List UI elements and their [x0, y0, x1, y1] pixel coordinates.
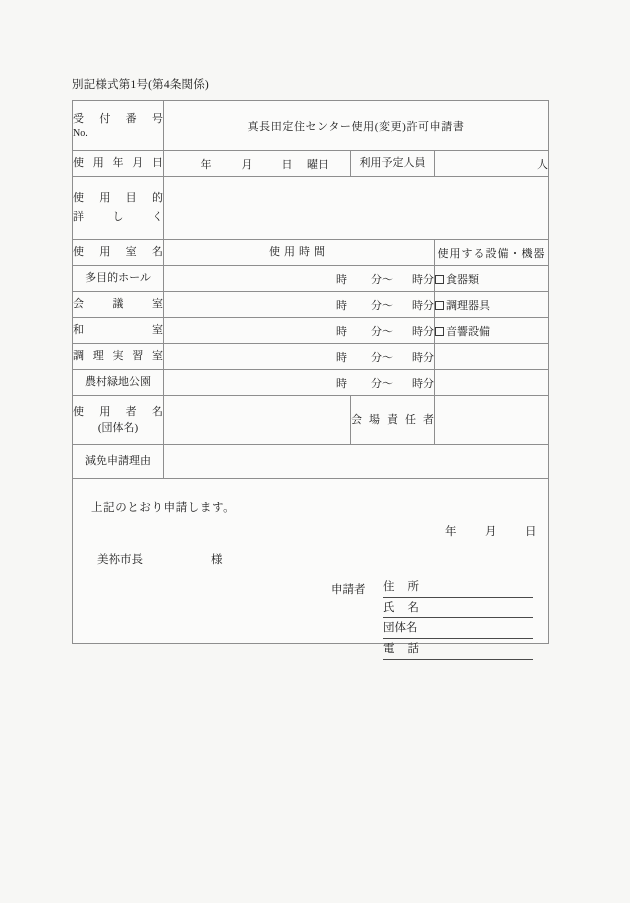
- time-hour1-token-4: 時: [336, 377, 347, 390]
- user-name-value-cell[interactable]: [164, 396, 351, 445]
- checkbox-icon-2[interactable]: [435, 327, 444, 336]
- expected-people-label: 利用予定人員: [359, 157, 426, 170]
- user-name-label-line2: (団体名): [97, 422, 139, 434]
- purpose-label-line1: 使用目的: [73, 191, 163, 204]
- time-min2-token-2: 分: [423, 325, 434, 338]
- expected-people-value-cell[interactable]: [435, 151, 549, 177]
- table-row-purpose: [73, 177, 549, 240]
- applicant-name-row[interactable]: [383, 600, 533, 619]
- time-min1-token-4: 分〜: [371, 377, 393, 390]
- statement-mayor-line: [97, 551, 223, 567]
- room-name-header: 使用室名: [73, 246, 163, 259]
- equipment-header-cell: [435, 240, 549, 266]
- purpose-label-cell: [73, 177, 164, 240]
- equipment-label-0: 食器類: [446, 273, 479, 286]
- venue-manager-value-cell[interactable]: [435, 396, 549, 445]
- application-form-table: [72, 100, 549, 656]
- statement-date-day: 日: [525, 526, 538, 538]
- room-time-cell-1[interactable]: [164, 292, 435, 318]
- statement-date-line[interactable]: [445, 523, 537, 539]
- expected-people-unit: 人: [537, 158, 549, 171]
- room-label-cell-0: [73, 266, 164, 292]
- time-hour1-token-2: 時: [336, 325, 347, 338]
- table-row-usage-header: [73, 240, 549, 266]
- table-row-reduction: [73, 445, 549, 479]
- mayor-label: 美祢市長: [97, 554, 143, 566]
- time-min1-token-2: 分〜: [371, 325, 393, 338]
- time-hour1-token-3: 時: [336, 351, 347, 364]
- table-row-room-3: [73, 344, 549, 370]
- time-min1-token-1: 分〜: [371, 299, 393, 312]
- time-hour2-token-0: 時: [412, 273, 423, 286]
- venue-manager-label: 会場責任者: [351, 413, 434, 426]
- checkbox-icon-0[interactable]: [435, 275, 444, 284]
- time-hour2-token-4: 時: [412, 377, 423, 390]
- purpose-value-cell[interactable]: [164, 177, 549, 240]
- reduction-label-cell: [73, 445, 164, 479]
- room-label-cell-1: [73, 292, 164, 318]
- room-label-0: 多目的ホール: [85, 272, 151, 285]
- time-min2-token-4: 分: [423, 377, 434, 390]
- applicant-label: 申請者: [331, 584, 366, 596]
- room-label-4: 農村緑地公園: [85, 376, 151, 389]
- equipment-cell-1[interactable]: [435, 292, 549, 318]
- table-row-room-1: [73, 292, 549, 318]
- statement-date-year: 年: [445, 526, 458, 538]
- room-label-cell-4: [73, 370, 164, 396]
- time-min2-token-1: 分: [423, 299, 434, 312]
- user-name-label-line1: 使用者名: [73, 405, 163, 418]
- equipment-cell-2[interactable]: [435, 318, 549, 344]
- room-label-2: 和室: [73, 324, 163, 337]
- applicant-group-label: 団体名: [383, 622, 418, 635]
- room-label-3: 調理実習室: [73, 350, 163, 363]
- time-hour2-token-3: 時: [412, 351, 423, 364]
- room-time-cell-3[interactable]: [164, 344, 435, 370]
- room-label-cell-3: [73, 344, 164, 370]
- applicant-group-row[interactable]: [383, 620, 533, 639]
- use-date-value-cell[interactable]: [164, 151, 351, 177]
- time-min1-token-3: 分〜: [371, 351, 393, 364]
- reduction-label: 減免申請理由: [85, 455, 151, 468]
- equipment-label-2: 音響設備: [446, 325, 490, 338]
- expected-people-label-cell: [351, 151, 435, 177]
- time-min2-token-3: 分: [423, 351, 434, 364]
- applicant-name-label: 氏 名: [383, 601, 419, 614]
- table-row-room-4: [73, 370, 549, 396]
- table-row-use-date: [73, 151, 549, 177]
- honorific-label: 様: [211, 554, 223, 566]
- applicant-address-row[interactable]: [383, 579, 533, 598]
- applicant-fields: [383, 579, 533, 662]
- equipment-cell-4[interactable]: [435, 370, 549, 396]
- form-title-cell: [164, 101, 549, 151]
- use-date-label-cell: [73, 151, 164, 177]
- receipt-number-no-label: No.: [73, 128, 88, 139]
- reduction-value-cell[interactable]: [164, 445, 549, 479]
- statement-cell: [73, 479, 549, 656]
- applicant-address-label: 住 所: [383, 581, 419, 593]
- purpose-label-line2: 詳しく: [73, 211, 163, 223]
- room-name-header-cell: [73, 240, 164, 266]
- equipment-label-1: 調理器具: [446, 299, 490, 312]
- use-date-label: 使用年月日: [73, 157, 163, 170]
- time-min2-token-0: 分: [423, 273, 434, 286]
- use-time-header-cell: [164, 240, 435, 266]
- table-row-statement: [73, 479, 549, 644]
- table-row-room-0: [73, 266, 549, 292]
- applicant-phone-row[interactable]: [383, 641, 533, 660]
- venue-manager-label-cell: [351, 396, 435, 445]
- equipment-header: 使用する設備・機器: [437, 247, 546, 260]
- use-date-weekday-token: 曜日: [307, 158, 329, 171]
- receipt-number-label: 受付番号: [73, 112, 163, 125]
- table-row-user-name: [73, 396, 549, 445]
- form-number-label: 別記様式第1号(第4条関係): [72, 79, 209, 91]
- use-date-year-token: 年: [200, 158, 212, 171]
- time-hour2-token-2: 時: [412, 325, 423, 338]
- statement-date-month: 月: [485, 526, 498, 538]
- applicant-phone-label: 電 話: [383, 643, 419, 656]
- equipment-cell-0[interactable]: [435, 266, 549, 292]
- room-time-cell-2[interactable]: [164, 318, 435, 344]
- room-time-cell-4[interactable]: [164, 370, 435, 396]
- time-min1-token-0: 分〜: [371, 273, 393, 286]
- receipt-number-label-cell: [73, 101, 164, 151]
- time-hour2-token-1: 時: [412, 299, 423, 312]
- equipment-cell-3[interactable]: [435, 344, 549, 370]
- use-date-day-token: 日: [281, 158, 293, 171]
- room-time-cell-0[interactable]: [164, 266, 435, 292]
- form-title: 真長田定住センター使用(変更)許可申請書: [247, 120, 465, 133]
- time-hour1-token-0: 時: [336, 273, 347, 286]
- statement-apply-text: 上記のとおり申請します。: [91, 502, 236, 514]
- room-label-cell-2: [73, 318, 164, 344]
- room-label-1: 会議室: [73, 298, 163, 311]
- use-date-month-token: 月: [241, 158, 253, 171]
- user-name-label-cell: [73, 396, 164, 445]
- use-time-header: 使用時間: [269, 246, 329, 259]
- time-hour1-token-1: 時: [336, 299, 347, 312]
- table-row-room-2: [73, 318, 549, 344]
- checkbox-icon-1[interactable]: [435, 301, 444, 310]
- table-row-receipt: [73, 101, 549, 151]
